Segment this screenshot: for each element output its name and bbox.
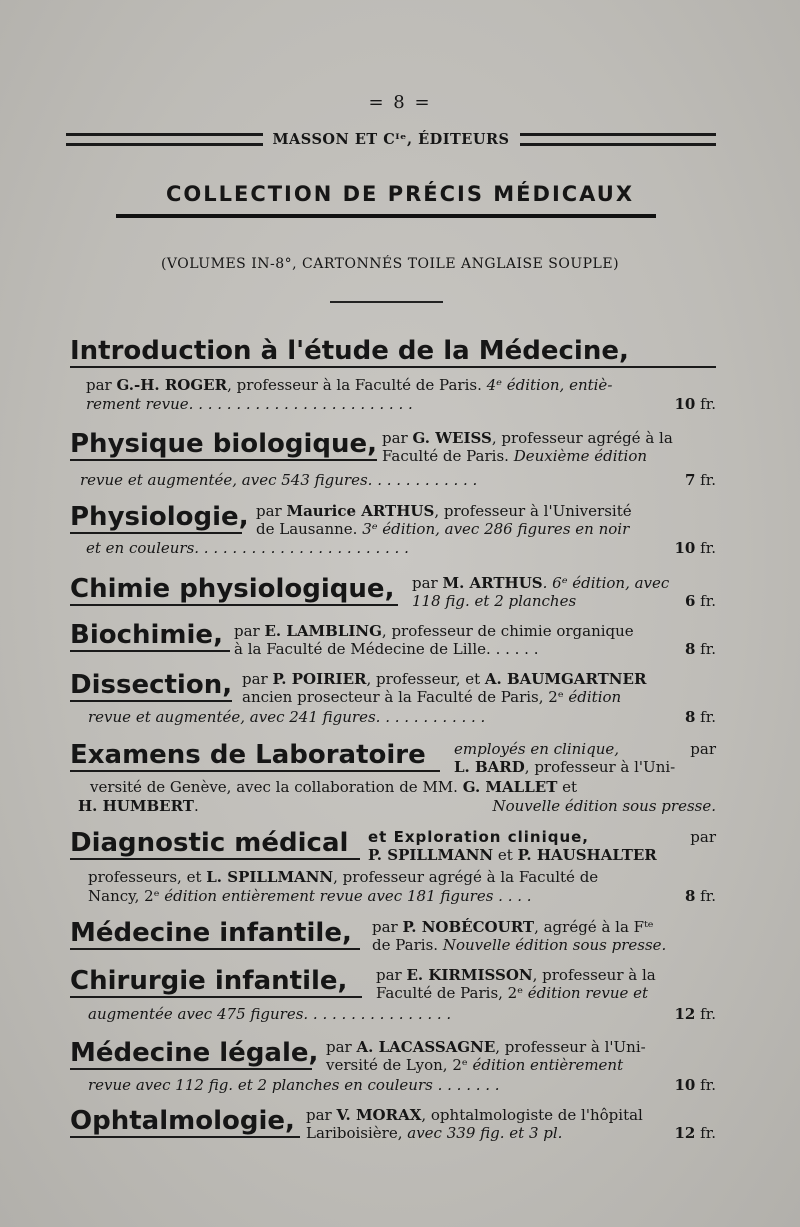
price: 10 [674, 1076, 696, 1094]
entry-price-line: augmentée avec 475 figures. . . . . . . . . . . . . . . . 12 fr. [88, 1005, 716, 1023]
double-rule-left [66, 133, 263, 146]
entry-line: H. HUMBERT. Nouvelle édition sous presse. [78, 797, 716, 815]
entry-diagnostic-medical [70, 828, 716, 906]
entry-examens-laboratoire [70, 740, 716, 816]
entry-chirurgie-infantile [70, 966, 716, 1024]
price: 10 [674, 395, 696, 413]
entry-title: Biochimie, [70, 620, 716, 652]
entry-title: Chirurgie infantile, [70, 966, 716, 998]
entry-line: par G.-H. ROGER, professeur à la Faculté de Paris. 4ᵉ édition, entiè- [86, 376, 613, 394]
entry-side-text: par P. POIRIER, professeur, et A. BAUMGARTNER ancien prosecteur à la Faculté de Paris, 2ᵉ édition [242, 670, 647, 706]
entry-title: Médecine infantile, [70, 918, 716, 950]
price: 10 [674, 539, 696, 557]
short-divider [330, 301, 443, 303]
entry-title: Médecine légale, [70, 1038, 319, 1068]
entry-side-text: par Maurice ARTHUS, professeur à l'Université de Lausanne. 3ᵉ édition, avec 286 figures en noir [256, 502, 632, 538]
entry-side-text: par E. LAMBLING, professeur de chimie organique à la Faculté de Médecine de Lille. . . . . . 8 fr. [234, 622, 716, 658]
price: 12 [674, 1005, 696, 1023]
double-rule-right [520, 133, 717, 146]
price: 12 [674, 1124, 696, 1142]
publisher-header [66, 124, 716, 154]
entry-title: Chimie physiologique, [70, 574, 716, 606]
price: 8 [684, 887, 696, 905]
entry-title: Dissection, [70, 670, 233, 700]
entry-side-text: par G. WEISS, professeur agrégé à la Faculté de Paris. Deuxième édition [382, 429, 673, 465]
entry-biochimie [70, 620, 716, 658]
entry-dissection [70, 670, 716, 727]
collection-title: COLLECTION DE PRÉCIS MÉDICAUX [165, 182, 635, 206]
entry-physiologie [70, 502, 716, 558]
entry-side-text: par M. ARTHUS. 6ᵉ édition, avec 118 fig. et 2 planches 6 fr. [412, 574, 716, 610]
entry-side-text: par A. LACASSAGNE, professeur à l'Uni- versité de Lyon, 2ᵉ édition entièrement [326, 1038, 646, 1074]
entry-title: Physique biologique, [70, 429, 378, 459]
collection-subtitle: (VOLUMES IN-8°, CARTONNÉS TOILE ANGLAISE SOUPLE) [160, 256, 620, 272]
entry-line: versité de Genève, avec la collaboration de MM. G. MALLET et [90, 778, 578, 796]
price: 7 [684, 471, 696, 489]
entry-title: Ophtalmologie, [70, 1106, 716, 1138]
entry-line: professeurs, et L. SPILLMANN, professeur agrégé à la Faculté de [88, 868, 599, 886]
entry-side-text: par E. KIRMISSON, professeur à la Faculté de Paris, 2ᵉ édition revue et [376, 966, 656, 1002]
entry-price-line: Nancy, 2ᵉ édition entièrement revue avec 181 figures . . . . 8 fr. [88, 887, 716, 905]
entry-medecine-infantile [70, 918, 716, 954]
entry-medecine-legale [70, 1038, 716, 1095]
entry-side-text: employés en clinique, par L. BARD, professeur à l'Uni- [454, 740, 716, 776]
entry-price-line: revue et augmentée, avec 543 figures. . . . . . . . . . . . 7 fr. [80, 471, 716, 489]
entry-title: Examens de Laboratoire [70, 740, 716, 772]
entry-title: Diagnostic médical [70, 828, 716, 860]
entry-side-text: par V. MORAX, ophtalmologiste de l'hôpital Lariboisière, avec 339 fig. et 3 pl. 12 fr. [306, 1106, 716, 1142]
entry-chimie-physiologique [70, 574, 716, 610]
entry-physique-biologique [70, 429, 716, 490]
entry-introduction [70, 336, 716, 414]
entry-side-text: par P. NOBÉCOURT, agrégé à la Fᵗᵉ de Paris. Nouvelle édition sous presse. [372, 918, 667, 954]
page-number: = 8 = [368, 92, 432, 113]
entry-side-text: et Exploration clinique, par P. SPILLMANN et P. HAUSHALTER [368, 828, 716, 864]
entry-ophtalmologie [70, 1106, 716, 1142]
price: 8 [684, 708, 696, 726]
entry-price-line: revue avec 112 fig. et 2 planches en couleurs . . . . . . . 10 fr. [88, 1076, 716, 1094]
entry-price-line: revue et augmentée, avec 241 figures. . . . . . . . . . . . 8 fr. [88, 708, 716, 726]
entry-title: Physiologie, [70, 502, 249, 532]
collection-rule [116, 214, 656, 218]
entry-price-line: rement revue. . . . . . . . . . . . . . . . . . . . . . . . 10 fr. [86, 395, 716, 413]
publisher-name: MASSON ET Cᴵᵉ, ÉDITEURS [272, 130, 510, 148]
price: 8 [684, 640, 696, 658]
entry-title: Introduction à l'étude de la Médecine, [70, 336, 716, 368]
entry-price-line: et en couleurs. . . . . . . . . . . . . . . . . . . . . . . 10 fr. [86, 539, 716, 557]
price: 6 [684, 592, 696, 610]
